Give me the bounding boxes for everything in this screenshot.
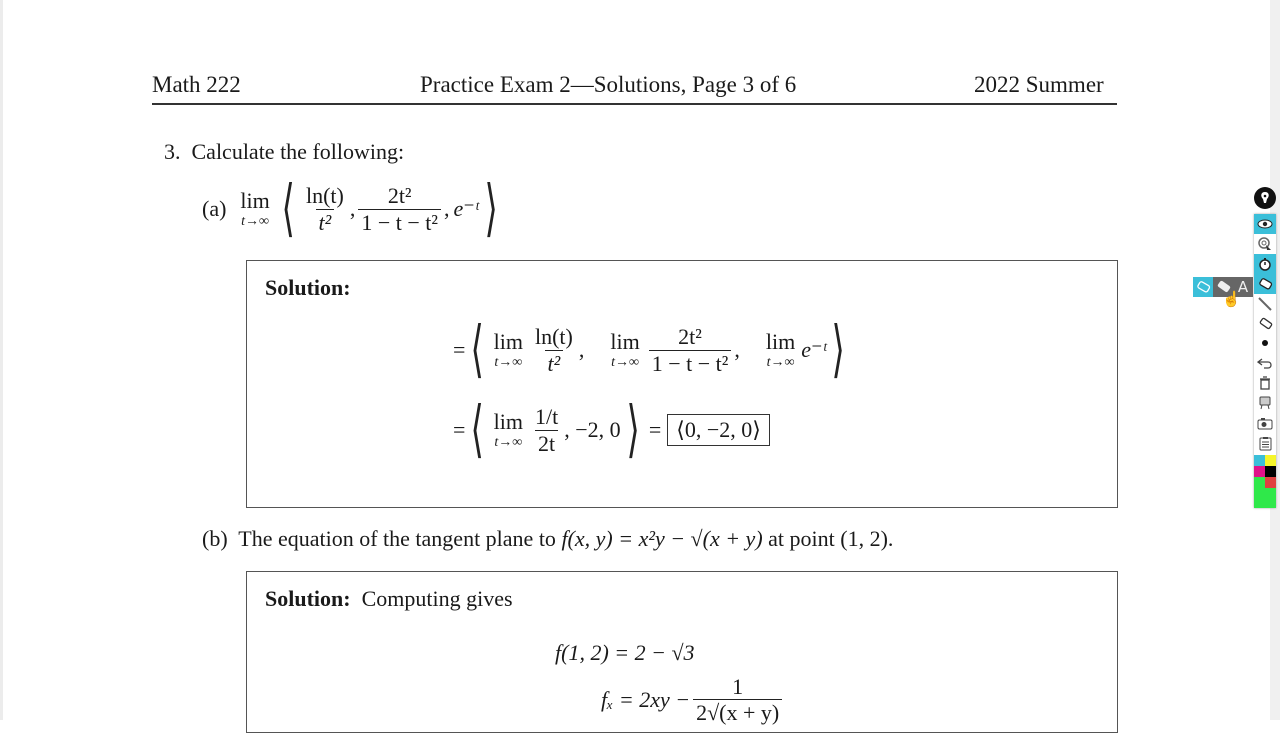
limit-operator: lim t→∞ bbox=[493, 408, 523, 450]
right-angle-bracket: ⟩ bbox=[831, 316, 846, 384]
color-swatch-yellow[interactable] bbox=[1265, 455, 1276, 466]
whiteboard-icon[interactable] bbox=[1254, 393, 1276, 413]
header-term: 2022 Summer bbox=[974, 72, 1104, 97]
right-angle-bracket: ⟩ bbox=[626, 396, 640, 464]
fraction: $\frac{\ln(t)}{\text{t²}}$ bbox=[305, 183, 344, 235]
fraction: $\frac{\text{2t²}}{\text{1 − t − t²}}$ bbox=[649, 324, 732, 376]
fraction: $\frac{1/t}{2t}$ bbox=[534, 404, 559, 456]
highlighter-icon[interactable] bbox=[1254, 274, 1276, 294]
color-swatch-cyan[interactable] bbox=[1254, 455, 1265, 466]
undo-icon[interactable] bbox=[1254, 353, 1276, 373]
eye-icon[interactable] bbox=[1254, 214, 1276, 234]
color-swatch-green[interactable] bbox=[1254, 477, 1265, 488]
color-swatch-black[interactable] bbox=[1265, 466, 1276, 477]
question-3-heading bbox=[164, 139, 404, 165]
solution-box-a bbox=[246, 260, 1118, 508]
hand-cursor-icon: ☝ bbox=[1222, 290, 1241, 308]
header-rule bbox=[152, 103, 1117, 105]
fraction: $\frac{\text{2t²}}{\text{1 − t − t²}}$ bbox=[358, 183, 441, 235]
color-swatch-red[interactable] bbox=[1265, 477, 1276, 488]
limit-operator: lim t→∞ bbox=[493, 328, 523, 370]
question-number: 3. bbox=[164, 139, 181, 164]
timer-icon[interactable] bbox=[1254, 254, 1276, 274]
line-icon[interactable] bbox=[1254, 294, 1276, 314]
function-definition: f(x, y) = x²y − √(x + y) bbox=[561, 526, 763, 551]
question-prompt: Calculate the following: bbox=[191, 139, 405, 164]
eraser-icon[interactable] bbox=[1254, 314, 1276, 334]
right-angle-bracket: ⟩ bbox=[484, 175, 498, 243]
limit-operator: lim t→∞ bbox=[765, 328, 796, 370]
header-course: Math 222 bbox=[152, 72, 241, 97]
solution-a-line-1: = ⟨ lim t→∞ $\frac{\ln(t)}{\text{t²}}$ , lim t→∞ $\frac{\text{2t²}}{\text{1 − t − t²}}$ , lim t→∞ e⁻ᵗ ⟩ bbox=[453, 316, 846, 384]
pointer-target-icon[interactable] bbox=[1254, 234, 1276, 254]
left-angle-bracket: ⟨ bbox=[281, 175, 295, 243]
limit-operator: lim t→∞ bbox=[610, 328, 640, 370]
fraction: $\frac{\ln(t)}{\text{t²}}$ bbox=[534, 324, 573, 376]
highlighter-icon[interactable] bbox=[1193, 277, 1213, 297]
left-angle-bracket: ⟨ bbox=[470, 316, 485, 384]
part-b-statement: (b) The equation of the tangent plane to f(x, y) = x²y − √(x + y) at point (1, 2). bbox=[202, 526, 894, 551]
text-tool-icon[interactable]: A bbox=[1233, 277, 1253, 297]
current-color-indicator[interactable] bbox=[1254, 488, 1276, 508]
annotation-pen-logo-icon[interactable] bbox=[1254, 187, 1276, 209]
fraction: $\frac{1}{2√(x + y)}$ bbox=[693, 674, 782, 726]
solution-b-line-1: f(1, 2) = 2 − √3 bbox=[555, 640, 695, 665]
part-a-label: (a) bbox=[202, 196, 227, 221]
clipboard-icon[interactable] bbox=[1254, 433, 1276, 453]
solution-a-line-2: = ⟨ lim t→∞ $\frac{1/t}{2t}$ , −2, 0 ⟩ = ⟨0, −2, 0⟩ bbox=[453, 399, 770, 461]
boxed-answer: ⟨0, −2, 0⟩ bbox=[667, 414, 770, 446]
annotation-toolbar bbox=[1254, 214, 1276, 508]
header-title: Practice Exam 2—Solutions, Page 3 of 6 bbox=[420, 72, 797, 97]
dot-size-icon[interactable] bbox=[1254, 334, 1276, 354]
trash-icon[interactable] bbox=[1254, 373, 1276, 393]
limit-operator: lim t→∞ bbox=[240, 187, 270, 229]
solution-b-line-2: fₓ = 2xy − $\frac{1}{2√(x + y)}$ bbox=[601, 674, 785, 726]
part-b-label: (b) bbox=[202, 526, 228, 551]
part-a-statement: (a) lim t→∞ ⟨ $\frac{\ln(t)}{\text{t²}}$ , $\frac{\text{2t²}}{\text{1 − t − t²}}$ , e⁻ᵗ ⟩ bbox=[202, 175, 498, 243]
solution-heading: Solution: bbox=[265, 275, 351, 300]
solution-box-b bbox=[246, 571, 1118, 733]
left-angle-bracket: ⟨ bbox=[470, 396, 485, 464]
color-swatch-magenta[interactable] bbox=[1254, 466, 1265, 477]
solution-heading: Solution: Computing gives bbox=[265, 586, 513, 611]
color-palette bbox=[1254, 455, 1276, 508]
camera-icon[interactable] bbox=[1254, 413, 1276, 433]
